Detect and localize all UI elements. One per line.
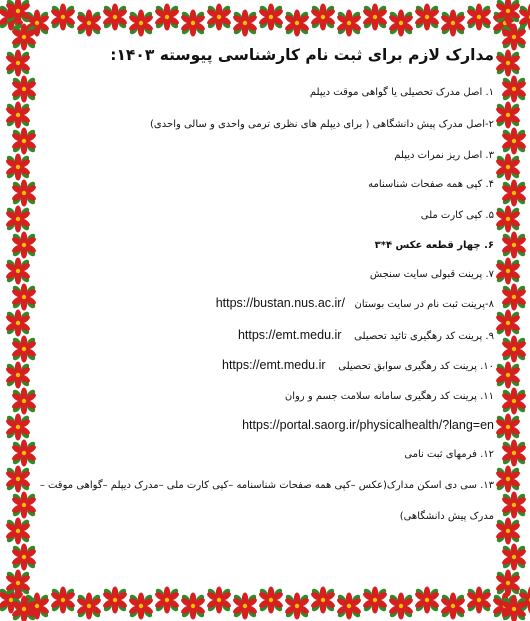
document-body bbox=[39, 38, 494, 578]
emt-medu-link[interactable]: https://emt.medu.ir bbox=[222, 358, 326, 372]
list-item: ۱۳. سی دی اسکن مدارک(عکس –کپی همه صفحات شناسنامه –کپی کارت ملی –مدرک دیپلم –گواهی موقت – bbox=[39, 480, 494, 491]
flower-border-top bbox=[0, 0, 530, 38]
list-item bbox=[216, 296, 494, 312]
list-item-label: ۱۰. پرینت کد رهگیری سوابق تحصیلی bbox=[338, 361, 494, 372]
red-poinsettia-flower-icon bbox=[9, 594, 39, 621]
document-title: مدارک لازم برای ثبت نام کارشناسی پیوسته ۱۴۰۳: bbox=[110, 46, 494, 64]
list-item: مدرک پیش دانشگاهی) bbox=[399, 511, 494, 522]
list-item: ۱۱. پرینت کد رهگیری سامانه سلامت جسم و روان bbox=[284, 391, 494, 402]
flower-border-left bbox=[0, 0, 40, 621]
list-item: ۱. اصل مدرک تحصیلی یا گواهی موقت دیپلم bbox=[309, 87, 494, 98]
list-item: ۱۲. فرمهای ثبت نامی bbox=[404, 449, 494, 460]
list-item: ۴. کپی همه صفحات شناسنامه bbox=[368, 179, 494, 190]
flower-border-right bbox=[490, 0, 530, 621]
bustan-link[interactable]: https://bustan.nus.ac.ir/ bbox=[215, 296, 345, 310]
list-item bbox=[222, 358, 494, 374]
list-item: ۲-اصل مدرک پیش دانشگاهی ( برای دیپلم های نظری ترمی واحدی و سالی واحدی) bbox=[150, 119, 494, 130]
saorg-link[interactable]: https://portal.saorg.ir/physicalhealth/?lang=en bbox=[242, 418, 494, 432]
list-item: ۵. کپی کارت ملی bbox=[420, 210, 494, 221]
list-item: ۳. اصل ریز نمرات دیپلم bbox=[394, 150, 494, 161]
list-item-label: ۹. پرینت کد رهگیری تائید تحصیلی bbox=[354, 331, 494, 342]
flower-border-bottom bbox=[0, 583, 530, 621]
emt-medu-link[interactable]: https://emt.medu.ir bbox=[237, 328, 342, 342]
list-item: ۷. پرینت قبولی سایت سنجش bbox=[369, 269, 494, 280]
red-poinsettia-flower-icon bbox=[499, 594, 529, 621]
list-item: ۶. چهار قطعه عکس ۴*۳ bbox=[374, 240, 494, 251]
list-item-label: ۸-پرینت ثبت نام در سایت بوستان bbox=[354, 299, 494, 310]
list-item bbox=[238, 328, 494, 344]
